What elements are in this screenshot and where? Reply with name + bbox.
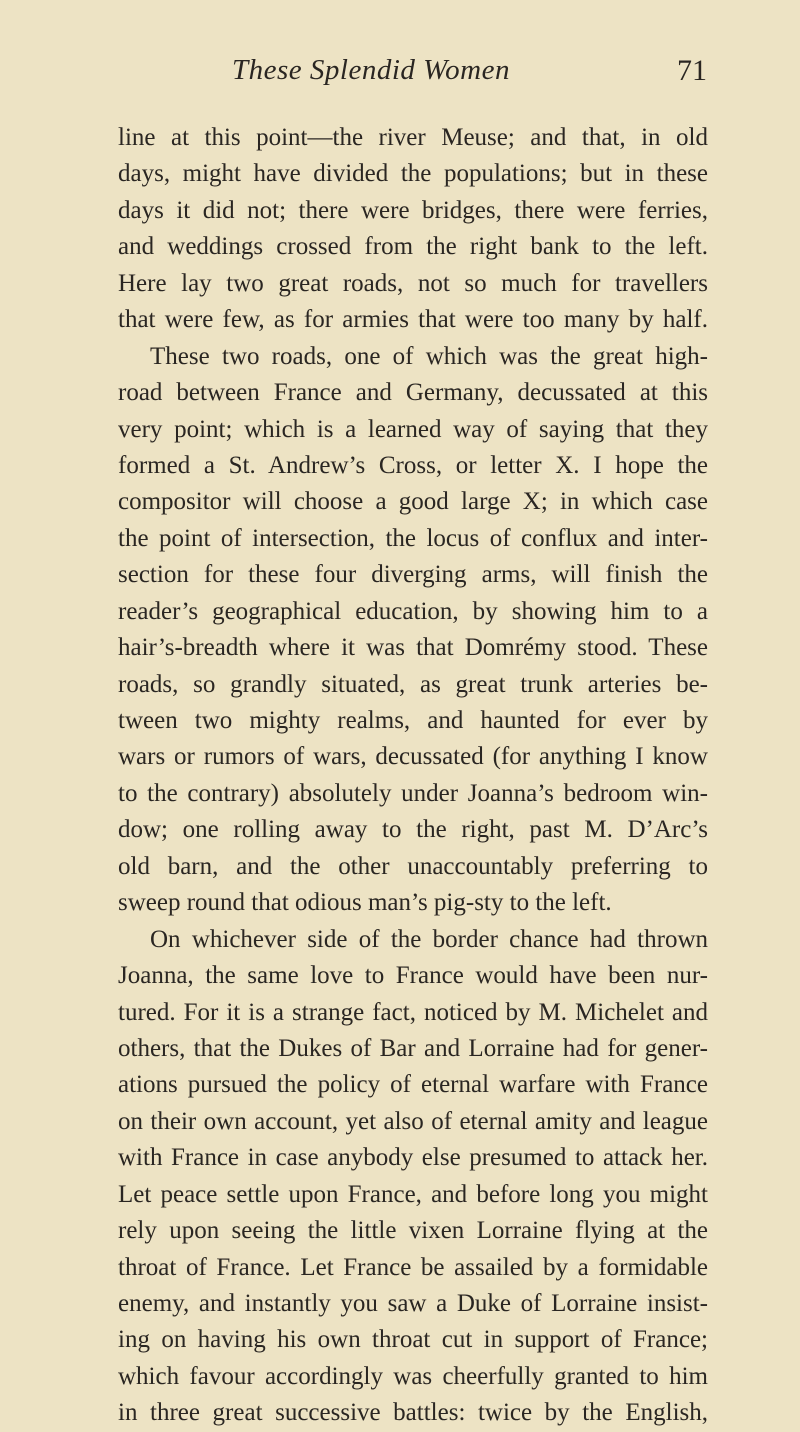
text-line: enemy, and instantly you saw a Duke of Lorraine insist- bbox=[118, 1290, 708, 1317]
text-line: days, might have divided the populations; but in these bbox=[118, 160, 708, 188]
running-head: These Splendid Women bbox=[232, 54, 510, 86]
text-line: roads, so grandly situated, as great trunk arteries be- bbox=[118, 670, 708, 698]
text-line: days it did not; there were bridges, there were ferries, bbox=[118, 196, 708, 224]
text-line: section for these four diverging arms, will finish the bbox=[118, 561, 708, 589]
text-line: road between France and Germany, decussated at this bbox=[118, 379, 708, 407]
text-line: on their own account, yet also of eternal amity and league bbox=[118, 1107, 708, 1135]
text-line: sweep round that odious man’s pig-sty to the left. bbox=[118, 889, 612, 917]
text-line: reader’s geographical education, by showing him to a bbox=[118, 597, 708, 625]
text-line: which favour accordingly was cheerfully granted to him bbox=[118, 1362, 708, 1390]
text-line: On whichever side of the border chance had thrown bbox=[150, 925, 708, 953]
text-line: and weddings crossed from the right bank to the left. bbox=[118, 233, 708, 261]
text-line: throat of France. Let France be assailed by a formidable bbox=[118, 1253, 708, 1281]
text-line: old barn, and the other unaccountably preferring to bbox=[118, 852, 708, 880]
text-line: compositor will choose a good large X; in which case bbox=[118, 488, 708, 516]
text-line: Here lay two great roads, not so much for travellers bbox=[118, 269, 708, 297]
text-line: tured. For it is a strange fact, noticed by M. Michelet and bbox=[118, 998, 708, 1026]
text-line: the point of intersection, the locus of conflux and inter- bbox=[118, 524, 708, 552]
page-header bbox=[0, 54, 800, 94]
text-line: formed a St. Andrew’s Cross, or letter X. I hope the bbox=[118, 451, 708, 479]
text-line: very point; which is a learned way of saying that they bbox=[118, 415, 708, 443]
text-line: Let peace settle upon France, and before long you might bbox=[118, 1180, 708, 1208]
text-line: with France in case anybody else presumed to attack her. bbox=[118, 1144, 708, 1172]
text-line: line at this point—the river Meuse; and that, in old bbox=[118, 124, 708, 151]
text-line: rely upon seeing the little vixen Lorraine flying at the bbox=[118, 1217, 708, 1245]
text-line: to the contrary) absolutely under Joanna’s bedroom win- bbox=[118, 779, 708, 807]
text-line: tween two mighty realms, and haunted for ever by bbox=[118, 707, 708, 734]
text-line: in three great successive battles: twice by the English, bbox=[118, 1399, 708, 1427]
text-line: These two roads, one of which was the great high- bbox=[150, 342, 708, 370]
text-line: that were few, as for armies that were too many by half. bbox=[118, 306, 708, 334]
text-line: Joanna, the same love to France would have been nur- bbox=[118, 962, 708, 990]
page-number: 71 bbox=[677, 54, 707, 87]
text-line: hair’s-breadth where it was that Domrémy stood. These bbox=[118, 634, 708, 662]
text-line: ing on having his own throat cut in support of France; bbox=[118, 1326, 708, 1354]
text-line: dow; one rolling away to the right, past M. D’Arc’s bbox=[118, 816, 708, 844]
text-line: others, that the Dukes of Bar and Lorraine had for gener- bbox=[118, 1034, 708, 1062]
text-line: ations pursued the policy of eternal warfare with France bbox=[118, 1071, 708, 1099]
body-text bbox=[118, 120, 708, 1432]
text-line: wars or rumors of wars, decussated (for anything I know bbox=[118, 743, 708, 771]
